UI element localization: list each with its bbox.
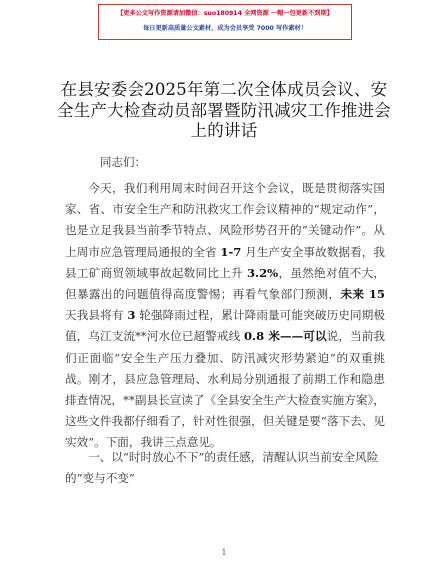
body-paragraph (65, 178, 385, 454)
bold-figure: 0.8 米——可以 (244, 329, 327, 344)
bold-figure: 3 (127, 308, 136, 323)
promo-line-2: 每日更新高质量公文素材，成为会员享受 7000 写作素材！ (143, 25, 307, 32)
paragraph-text: 今天，我们利用周末时间召开这个会议，既是贯彻落实国家、省、市安全生产和防汛救灾工作会议精神的“规定动作”，也是立足我县当前季节特点、风险形势召开的“关键动作”。从上周市应急管理局通报的全省 (65, 181, 385, 259)
paragraph-text: 说，当前我们正面临“安全生产压力叠加、防汛减灾形势紧迫”的双重挑战。刚才，县应急管理局、水利局分别通报了前期工作和隐患排查情况，**副县长宣读了《全县安全生产大检查实施方案》，这些文件我都仔细看了，针对性很强，但关键是要“落下去、见实效”。下面，我讲三点意见。 (65, 329, 385, 450)
bold-figure: 3.2% (246, 265, 279, 280)
paragraph-text: 天我县将有 (65, 308, 128, 323)
salutation: 同志们： (100, 155, 146, 169)
section-heading-1: 一、以“时时放心不下”的责任感，清醒认识当前安全风险的“变与不变” (65, 450, 379, 486)
page-number: 1 (221, 548, 227, 557)
paragraph-text: ，虽然绝对值不大，但暴露出的问题值得高度警惕；再看气象部门预测， (65, 265, 385, 302)
promo-banner (98, 4, 352, 40)
document-title: 在县安委会2025年第二次全体成员会议、安全生产大检查动员部署暨防汛减灾工作推进会上的讲话 (57, 80, 391, 140)
bold-figure: 1-7 (220, 244, 242, 259)
paragraph-text: 月生产安全事故数据看，我县工矿商贸领域事故起数同比上升 (65, 244, 385, 280)
bold-figure: 未来 15 (340, 287, 385, 302)
paragraph-text: 轮强降雨过程，累计降雨量可能突破历史同期极值，乌江支流**河水位已超警戒线 (65, 308, 386, 344)
promo-line-1: 【更多公文写作资源请加微信：suo180914 全网资源 一帽一包更新不到期】 (117, 10, 333, 17)
